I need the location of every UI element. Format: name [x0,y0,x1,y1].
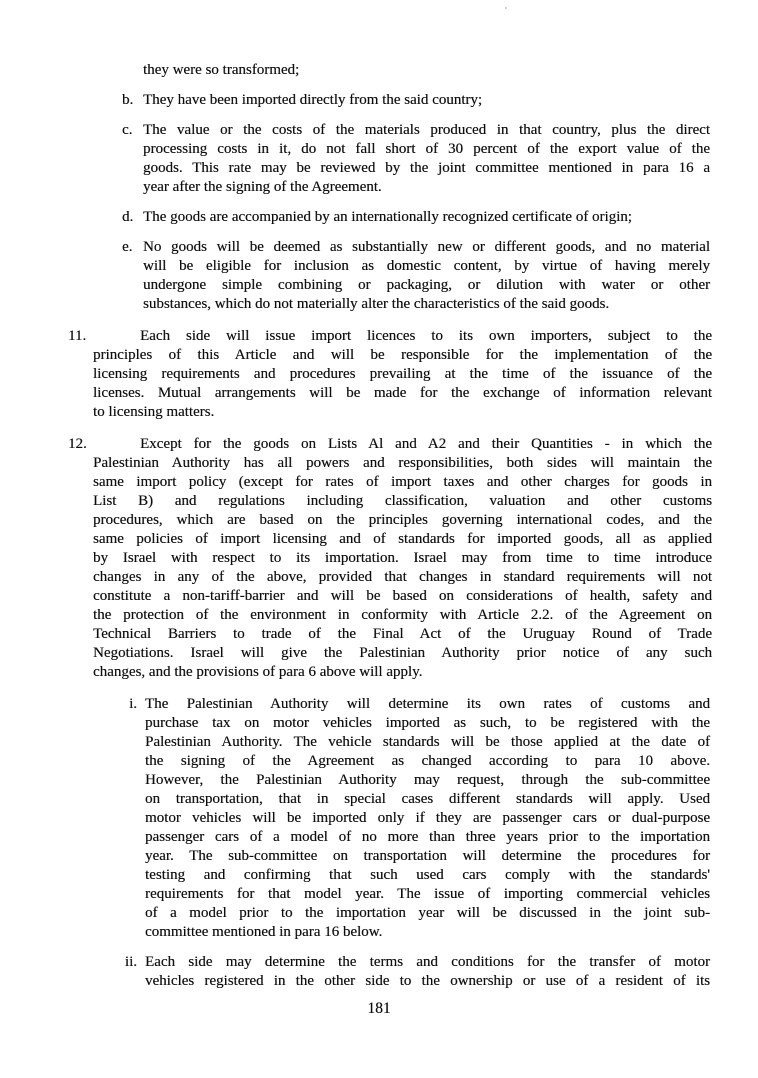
lettered-list-item [122,121,758,197]
item-lines [143,91,710,110]
roman-list-item [112,953,758,991]
text-line: licenses. Mutual arrangements will be made for the exchange of information relevant [93,385,712,401]
item-lines [93,327,712,422]
text-line: by Israel with respect to its importation. Israel may from time to time introduce [93,550,712,566]
text-line: principles of this Article and will be responsible for the implementation of the [93,347,712,363]
text-line: year. The sub-committee on transportation will determine the procedures for [145,848,710,864]
text-line: committee mentioned in para 16 below. [145,924,383,940]
item-label: i. [129,696,137,712]
text-line: substances, which do not materially alter the characteristics of the said goods. [143,296,610,312]
text-line: Palestinian Authority has all powers and responsibilities, both sides will maintain the [93,455,712,471]
scan-artifact-speck [505,7,507,9]
item-lines [145,953,710,991]
text-line: they were so transformed; [143,62,300,78]
text-line: List B) and regulations including classification, valuation and other customs [93,493,712,509]
lettered-list-item [122,238,758,314]
text-line: Except for the goods on Lists Al and A2 and their Quantities - in which the [140,436,712,452]
text-line: They have been imported directly from the said country; [143,92,483,108]
text-line: undergone simple combining or packaging, or dilution with water or other [143,277,710,293]
paragraph-number: 11. [68,328,87,344]
text-line: The value or the costs of the materials produced in that country, plus the direct [143,122,710,138]
text-line: Technical Barriers to trade of the Final Act of the Uruguay Round of Trade [93,626,712,642]
text-line: vehicles registered in the other side to the ownership or use of a resident of its [145,973,710,989]
item-lines [143,208,710,227]
text-line: year after the signing of the Agreement. [143,179,382,195]
text-line: The Palestinian Authority will determine its own rates of customs and [145,696,710,712]
text-line: the signing of the Agreement as changed according to para 10 above. [145,753,710,769]
item-label: d. [122,209,134,225]
text-line: licensing requirements and procedures prevailing at the time of the issuance of the [93,366,712,382]
numbered-paragraph [68,435,758,682]
lettered-list-item [122,208,758,227]
lettered-list-item [122,61,758,80]
document-text [0,61,758,1002]
item-label: ii. [124,954,137,970]
text-line: However, the Palestinian Authority may request, through the sub-committee [145,772,710,788]
text-line: changes, and the provisions of para 6 above will apply. [93,664,423,680]
text-line: procedures, which are based on the principles governing international codes, and the [93,512,712,528]
text-line: constitute a non-tariff-barrier and will be based on considerations of health, safety and [93,588,712,604]
text-line: to licensing matters. [93,404,215,420]
item-lines [93,435,712,682]
item-lines [143,61,710,80]
text-line: Palestinian Authority. The vehicle standards will be those applied at the date of [145,734,710,750]
item-lines [145,695,710,942]
numbered-paragraph [68,327,758,422]
paragraph-number: 12. [68,436,87,452]
text-line: same policies of import licensing and of standards for imported goods, all as applied [93,531,712,547]
text-line: passenger cars of a model of no more than three years prior to the importation [145,829,710,845]
text-line: motor vehicles will be imported only if they are passenger cars or dual-purpose [145,810,710,826]
text-line: same import policy (except for rates of import taxes and other charges for goods in [93,474,712,490]
text-line: will be eligible for inclusion as domestic content, by virtue of having merely [143,258,710,274]
text-line: No goods will be deemed as substantially new or different goods, and no material [143,239,710,255]
item-label: c. [122,122,133,138]
text-line: purchase tax on motor vehicles imported as such, to be registered with the [145,715,710,731]
item-label: e. [122,239,133,255]
item-label: b. [122,92,134,108]
text-line: Each side will issue import licences to its own importers, subject to the [140,328,712,344]
text-line: Each side may determine the terms and conditions for the transfer of motor [145,954,710,970]
text-line: goods. This rate may be reviewed by the joint committee mentioned in para 16 a [143,160,710,176]
text-line: Negotiations. Israel will give the Palestinian Authority prior notice of any such [93,645,712,661]
item-lines [143,121,710,197]
text-line: of a model prior to the importation year will be discussed in the joint sub- [145,905,710,921]
text-line: testing and confirming that such used cars comply with the standards' [145,867,710,883]
roman-list-item [112,695,758,942]
lettered-list-item [122,91,758,110]
page-number: 181 [367,1000,391,1017]
text-line: changes in any of the above, provided that changes in standard requirements will not [93,569,712,585]
text-line: requirements for that model year. The issue of importing commercial vehicles [145,886,710,902]
text-line: The goods are accompanied by an internationally recognized certificate of origin; [143,209,632,225]
text-line: on transportation, that in special cases different standards will apply. Used [145,791,710,807]
item-lines [143,238,710,314]
text-line: the protection of the environment in conformity with Article 2.2. of the Agreement on [93,607,712,623]
text-line: processing costs in it, do not fall short of 30 percent of the export value of the [143,141,710,157]
